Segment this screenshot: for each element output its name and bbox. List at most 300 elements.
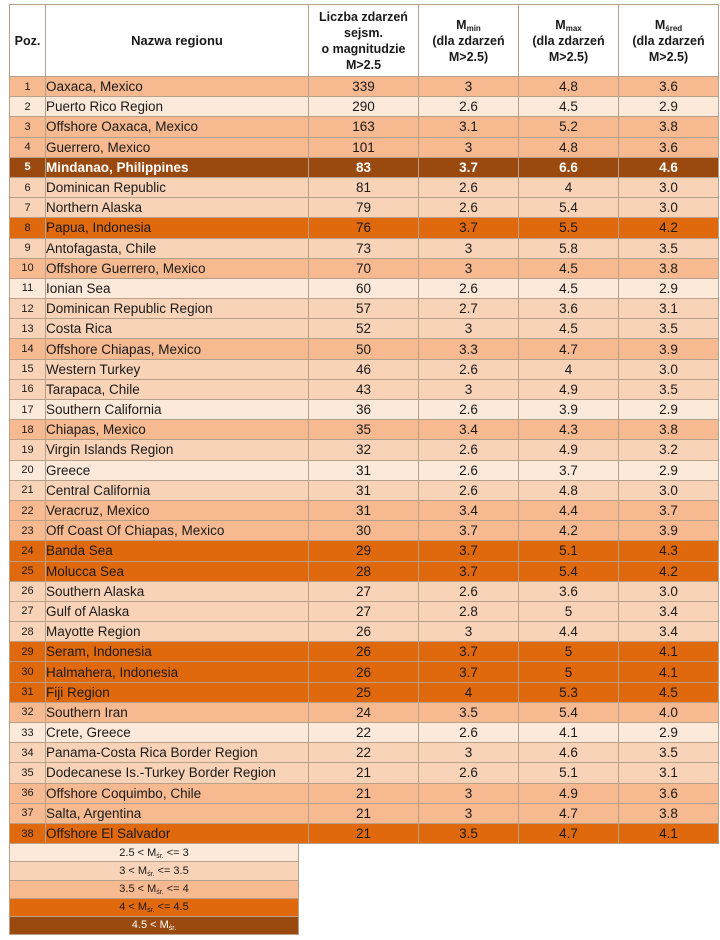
row-mmin: 3 — [419, 783, 519, 803]
legend-label-subscript: śr. — [147, 907, 155, 915]
row-msred: 4.1 — [619, 662, 719, 682]
header-count-line4: M>2.5 — [345, 57, 382, 72]
row-mmin: 3.3 — [419, 339, 519, 359]
header-mmin-subscript: min — [466, 23, 481, 33]
row-mmax: 4.7 — [519, 339, 619, 359]
row-position: 19 — [10, 440, 46, 460]
row-event-count: 31 — [309, 500, 419, 520]
table-row — [10, 803, 719, 823]
legend-label-start: 2.5 < M — [119, 846, 157, 859]
row-mmax: 3.6 — [519, 581, 619, 601]
row-mmax: 5.2 — [519, 117, 619, 137]
row-msred: 3.8 — [619, 803, 719, 823]
row-event-count: 27 — [309, 601, 419, 621]
row-event-count: 36 — [309, 400, 419, 420]
header-msred-symbol: M — [654, 17, 666, 32]
row-position: 10 — [10, 258, 46, 278]
table-row — [10, 177, 719, 197]
row-mmax: 4.7 — [519, 803, 619, 823]
row-region-name: Offshore El Salvador — [46, 823, 309, 843]
row-event-count: 32 — [309, 440, 419, 460]
header-count-line1: Liczba zdarzeń — [319, 9, 408, 24]
row-region-name: Seram, Indonesia — [46, 642, 309, 662]
table-row — [10, 278, 719, 298]
table-row — [10, 339, 719, 359]
row-mmax: 5.4 — [519, 198, 619, 218]
row-event-count: 163 — [309, 117, 419, 137]
row-position: 14 — [10, 339, 46, 359]
row-region-name: Molucca Sea — [46, 561, 309, 581]
row-position: 27 — [10, 601, 46, 621]
row-region-name: Central California — [46, 480, 309, 500]
row-mmax: 4.9 — [519, 379, 619, 399]
header-mmin-line2: (dla zdarzeń — [432, 33, 505, 48]
row-position: 28 — [10, 622, 46, 642]
row-mmin: 2.6 — [419, 198, 519, 218]
row-event-count: 21 — [309, 803, 419, 823]
row-event-count: 21 — [309, 823, 419, 843]
row-mmax: 4.9 — [519, 783, 619, 803]
row-event-count: 26 — [309, 622, 419, 642]
row-msred: 3.1 — [619, 299, 719, 319]
legend-label-subscript: śr. — [156, 889, 164, 897]
row-mmax: 4.9 — [519, 440, 619, 460]
table-row — [10, 500, 719, 520]
row-msred: 2.9 — [619, 97, 719, 117]
row-position: 17 — [10, 400, 46, 420]
row-mmin: 3.5 — [419, 702, 519, 722]
row-msred: 2.9 — [619, 400, 719, 420]
header-mmax-line3: M>2.5) — [548, 49, 589, 64]
row-msred: 4.5 — [619, 682, 719, 702]
legend-item — [10, 898, 299, 916]
row-mmin: 2.6 — [419, 581, 519, 601]
row-mmax: 4.6 — [519, 743, 619, 763]
row-position: 29 — [10, 642, 46, 662]
row-msred: 3.5 — [619, 743, 719, 763]
row-mmax: 4.7 — [519, 823, 619, 843]
table-row — [10, 581, 719, 601]
legend-label — [10, 844, 299, 862]
header-mmin-symbol: M — [456, 17, 467, 32]
row-position: 3 — [10, 117, 46, 137]
row-event-count: 83 — [309, 157, 419, 177]
row-msred: 3.6 — [619, 77, 719, 97]
legend-label — [10, 880, 299, 898]
row-mmax: 4.4 — [519, 500, 619, 520]
table-row — [10, 743, 719, 763]
row-msred: 3.7 — [619, 500, 719, 520]
row-region-name: Dominican Republic — [46, 177, 309, 197]
table-row — [10, 723, 719, 743]
row-region-name: Virgin Islands Region — [46, 440, 309, 460]
row-mmin: 4 — [419, 682, 519, 702]
row-msred: 3.5 — [619, 238, 719, 258]
row-msred: 3.1 — [619, 763, 719, 783]
row-position: 12 — [10, 299, 46, 319]
table-row — [10, 400, 719, 420]
legend-label-subscript: śr. — [147, 870, 155, 878]
row-msred: 3.0 — [619, 177, 719, 197]
table-row — [10, 561, 719, 581]
row-msred: 3.0 — [619, 581, 719, 601]
legend-label-subscript: śr. — [168, 925, 177, 933]
row-msred: 4.6 — [619, 157, 719, 177]
header-mmax-subscript: max — [565, 23, 582, 33]
table-header-row — [10, 5, 719, 77]
table-row — [10, 601, 719, 621]
row-msred: 4.2 — [619, 561, 719, 581]
row-position: 18 — [10, 420, 46, 440]
row-mmax: 3.6 — [519, 299, 619, 319]
table-row — [10, 117, 719, 137]
row-msred: 3.9 — [619, 521, 719, 541]
row-event-count: 31 — [309, 460, 419, 480]
legend-label-end: <= 3 — [163, 846, 189, 859]
legend-item — [10, 880, 299, 898]
row-position: 31 — [10, 682, 46, 702]
header-mmax-line2: (dla zdarzeń — [532, 33, 605, 48]
row-region-name: Salta, Argentina — [46, 803, 309, 823]
row-position: 32 — [10, 702, 46, 722]
row-event-count: 22 — [309, 723, 419, 743]
row-position: 26 — [10, 581, 46, 601]
table-row — [10, 521, 719, 541]
row-event-count: 60 — [309, 278, 419, 298]
row-event-count: 26 — [309, 662, 419, 682]
row-mmin: 2.6 — [419, 97, 519, 117]
row-region-name: Veracruz, Mexico — [46, 500, 309, 520]
row-position: 20 — [10, 460, 46, 480]
row-msred: 3.4 — [619, 622, 719, 642]
row-mmin: 3 — [419, 77, 519, 97]
table-row — [10, 823, 719, 843]
row-msred: 3.5 — [619, 319, 719, 339]
row-mmax: 4.3 — [519, 420, 619, 440]
row-event-count: 57 — [309, 299, 419, 319]
row-mmin: 3.7 — [419, 662, 519, 682]
row-region-name: Chiapas, Mexico — [46, 420, 309, 440]
row-event-count: 25 — [309, 682, 419, 702]
table-row — [10, 420, 719, 440]
row-position: 33 — [10, 723, 46, 743]
row-region-name: Papua, Indonesia — [46, 218, 309, 238]
row-region-name: Panama-Costa Rica Border Region — [46, 743, 309, 763]
row-mmin: 3.4 — [419, 500, 519, 520]
header-msred-line3: M>2.5) — [648, 49, 689, 64]
row-mmax: 4.2 — [519, 521, 619, 541]
row-msred: 3.8 — [619, 117, 719, 137]
table-row — [10, 299, 719, 319]
table-row — [10, 238, 719, 258]
row-region-name: Fiji Region — [46, 682, 309, 702]
header-msred-subscript: śred — [665, 23, 683, 33]
row-mmin: 3.7 — [419, 218, 519, 238]
row-mmin: 3 — [419, 258, 519, 278]
header-mmin-line3: M>2.5) — [448, 49, 489, 64]
row-position: 13 — [10, 319, 46, 339]
row-mmin: 3 — [419, 137, 519, 157]
row-region-name: Costa Rica — [46, 319, 309, 339]
table-row — [10, 218, 719, 238]
row-position: 8 — [10, 218, 46, 238]
row-position: 36 — [10, 783, 46, 803]
row-event-count: 46 — [309, 359, 419, 379]
legend-item — [10, 844, 299, 862]
header-count-line2: sejsm. — [344, 25, 383, 40]
row-mmin: 3 — [419, 238, 519, 258]
row-region-name: Halmahera, Indonesia — [46, 662, 309, 682]
row-position: 24 — [10, 541, 46, 561]
row-event-count: 27 — [309, 581, 419, 601]
row-position: 25 — [10, 561, 46, 581]
row-mmin: 3.4 — [419, 420, 519, 440]
legend-label-subscript: śr. — [156, 852, 164, 860]
row-msred: 2.9 — [619, 460, 719, 480]
row-mmax: 4.5 — [519, 278, 619, 298]
row-msred: 4.1 — [619, 823, 719, 843]
row-msred: 3.8 — [619, 258, 719, 278]
header-msred — [619, 5, 719, 77]
row-mmax: 4.8 — [519, 77, 619, 97]
header-mmax-symbol: M — [555, 17, 566, 32]
legend-label-end: <= 4 — [163, 883, 189, 896]
legend-label-start: 3 < M — [119, 864, 148, 877]
row-event-count: 21 — [309, 763, 419, 783]
table-row — [10, 77, 719, 97]
table-row — [10, 258, 719, 278]
legend-label-end: <= 3.5 — [154, 864, 189, 877]
header-position — [10, 5, 46, 77]
row-event-count: 339 — [309, 77, 419, 97]
row-region-name: Offshore Coquimbo, Chile — [46, 783, 309, 803]
row-region-name: Ionian Sea — [46, 278, 309, 298]
row-region-name: Puerto Rico Region — [46, 97, 309, 117]
row-region-name: Southern California — [46, 400, 309, 420]
row-mmin: 2.6 — [419, 763, 519, 783]
row-mmin: 2.6 — [419, 460, 519, 480]
row-mmax: 5 — [519, 601, 619, 621]
row-position: 35 — [10, 763, 46, 783]
row-mmax: 4.1 — [519, 723, 619, 743]
row-region-name: Gulf of Alaska — [46, 601, 309, 621]
row-event-count: 79 — [309, 198, 419, 218]
row-msred: 4.2 — [619, 218, 719, 238]
legend-label-start: 3.5 < M — [119, 883, 157, 896]
row-region-name: Antofagasta, Chile — [46, 238, 309, 258]
row-region-name: Tarapaca, Chile — [46, 379, 309, 399]
row-mmax: 5.3 — [519, 682, 619, 702]
row-mmax: 4.8 — [519, 480, 619, 500]
row-event-count: 24 — [309, 702, 419, 722]
table-row — [10, 622, 719, 642]
row-mmin: 2.7 — [419, 299, 519, 319]
header-position-label: Poz. — [14, 33, 41, 48]
table-row — [10, 702, 719, 722]
row-mmin: 2.6 — [419, 177, 519, 197]
row-mmax: 4.5 — [519, 97, 619, 117]
row-msred: 3.9 — [619, 339, 719, 359]
header-mmin — [419, 5, 519, 77]
header-event-count — [309, 5, 419, 77]
table-row — [10, 763, 719, 783]
table-row — [10, 440, 719, 460]
row-position: 22 — [10, 500, 46, 520]
row-position: 4 — [10, 137, 46, 157]
row-event-count: 52 — [309, 319, 419, 339]
legend-label-end: <= 4.5 — [154, 901, 189, 914]
row-msred: 4.1 — [619, 642, 719, 662]
row-position: 2 — [10, 97, 46, 117]
row-mmax: 5 — [519, 662, 619, 682]
row-mmin: 3 — [419, 803, 519, 823]
table-row — [10, 682, 719, 702]
table-row — [10, 642, 719, 662]
row-msred: 3.0 — [619, 359, 719, 379]
row-mmax: 5.5 — [519, 218, 619, 238]
table-body — [10, 77, 719, 844]
row-mmin: 3 — [419, 622, 519, 642]
row-region-name: Banda Sea — [46, 541, 309, 561]
row-mmax: 5.1 — [519, 541, 619, 561]
row-msred: 3.6 — [619, 137, 719, 157]
row-event-count: 28 — [309, 561, 419, 581]
row-position: 34 — [10, 743, 46, 763]
row-region-name: Guerrero, Mexico — [46, 137, 309, 157]
row-mmax: 4.5 — [519, 258, 619, 278]
row-event-count: 29 — [309, 541, 419, 561]
row-position: 6 — [10, 177, 46, 197]
row-mmin: 3.7 — [419, 157, 519, 177]
table-row — [10, 157, 719, 177]
row-event-count: 76 — [309, 218, 419, 238]
row-mmax: 3.9 — [519, 400, 619, 420]
legend-item — [10, 916, 299, 934]
row-mmin: 3 — [419, 379, 519, 399]
row-event-count: 101 — [309, 137, 419, 157]
row-mmax: 4.5 — [519, 319, 619, 339]
row-mmax: 4 — [519, 359, 619, 379]
row-mmax: 6.6 — [519, 157, 619, 177]
table-row — [10, 379, 719, 399]
page-container — [9, 4, 719, 935]
table-row — [10, 783, 719, 803]
row-mmax: 4 — [519, 177, 619, 197]
row-mmin: 2.6 — [419, 480, 519, 500]
row-region-name: Crete, Greece — [46, 723, 309, 743]
row-event-count: 26 — [309, 642, 419, 662]
row-region-name: Greece — [46, 460, 309, 480]
row-position: 30 — [10, 662, 46, 682]
row-event-count: 31 — [309, 480, 419, 500]
header-region-name-label: Nazwa regionu — [131, 32, 223, 48]
legend-label-start: 4 < M — [119, 901, 148, 914]
row-region-name: Southern Iran — [46, 702, 309, 722]
row-mmax: 5 — [519, 642, 619, 662]
row-mmin: 2.6 — [419, 440, 519, 460]
row-msred: 3.0 — [619, 198, 719, 218]
row-position: 1 — [10, 77, 46, 97]
row-region-name: Northern Alaska — [46, 198, 309, 218]
row-mmax: 4.8 — [519, 137, 619, 157]
row-region-name: Offshore Guerrero, Mexico — [46, 258, 309, 278]
row-mmin: 3.7 — [419, 642, 519, 662]
table-row — [10, 137, 719, 157]
legend-label — [10, 916, 299, 934]
row-mmin: 3 — [419, 743, 519, 763]
header-count-line3: o magnitudzie — [321, 41, 406, 56]
table-row — [10, 480, 719, 500]
color-legend — [9, 843, 299, 935]
row-position: 11 — [10, 278, 46, 298]
row-msred: 4.3 — [619, 541, 719, 561]
row-position: 5 — [10, 157, 46, 177]
table-row — [10, 319, 719, 339]
row-position: 16 — [10, 379, 46, 399]
row-position: 7 — [10, 198, 46, 218]
row-msred: 3.5 — [619, 379, 719, 399]
row-msred: 2.9 — [619, 723, 719, 743]
row-msred: 3.4 — [619, 601, 719, 621]
legend-item — [10, 862, 299, 880]
row-mmin: 3.7 — [419, 561, 519, 581]
row-region-name: Offshore Oaxaca, Mexico — [46, 117, 309, 137]
table-row — [10, 198, 719, 218]
row-region-name: Western Turkey — [46, 359, 309, 379]
header-mmax — [519, 5, 619, 77]
row-mmin: 3 — [419, 319, 519, 339]
table-row — [10, 97, 719, 117]
table-row — [10, 541, 719, 561]
row-position: 23 — [10, 521, 46, 541]
row-region-name: Off Coast Of Chiapas, Mexico — [46, 521, 309, 541]
row-region-name: Mayotte Region — [46, 622, 309, 642]
row-mmin: 2.6 — [419, 723, 519, 743]
row-event-count: 21 — [309, 783, 419, 803]
row-region-name: Offshore Chiapas, Mexico — [46, 339, 309, 359]
legend-label — [10, 862, 299, 880]
row-region-name: Mindanao, Philippines — [46, 157, 309, 177]
table-row — [10, 662, 719, 682]
row-mmax: 4.4 — [519, 622, 619, 642]
row-mmin: 2.6 — [419, 400, 519, 420]
earthquake-regions-table — [9, 4, 719, 844]
row-msred: 3.6 — [619, 783, 719, 803]
row-region-name: Dodecanese Is.-Turkey Border Region — [46, 763, 309, 783]
row-event-count: 43 — [309, 379, 419, 399]
row-mmin: 2.6 — [419, 359, 519, 379]
legend-body — [10, 844, 299, 935]
legend-label — [10, 898, 299, 916]
row-mmin: 3.7 — [419, 521, 519, 541]
row-mmin: 2.8 — [419, 601, 519, 621]
row-region-name: Dominican Republic Region — [46, 299, 309, 319]
table-row — [10, 359, 719, 379]
row-event-count: 30 — [309, 521, 419, 541]
row-mmax: 5.4 — [519, 702, 619, 722]
row-event-count: 70 — [309, 258, 419, 278]
row-event-count: 81 — [309, 177, 419, 197]
row-event-count: 22 — [309, 743, 419, 763]
row-mmin: 3.5 — [419, 823, 519, 843]
row-msred: 4.0 — [619, 702, 719, 722]
row-mmax: 5.4 — [519, 561, 619, 581]
row-event-count: 290 — [309, 97, 419, 117]
row-region-name: Oaxaca, Mexico — [46, 77, 309, 97]
row-position: 21 — [10, 480, 46, 500]
row-position: 15 — [10, 359, 46, 379]
row-mmin: 3.1 — [419, 117, 519, 137]
